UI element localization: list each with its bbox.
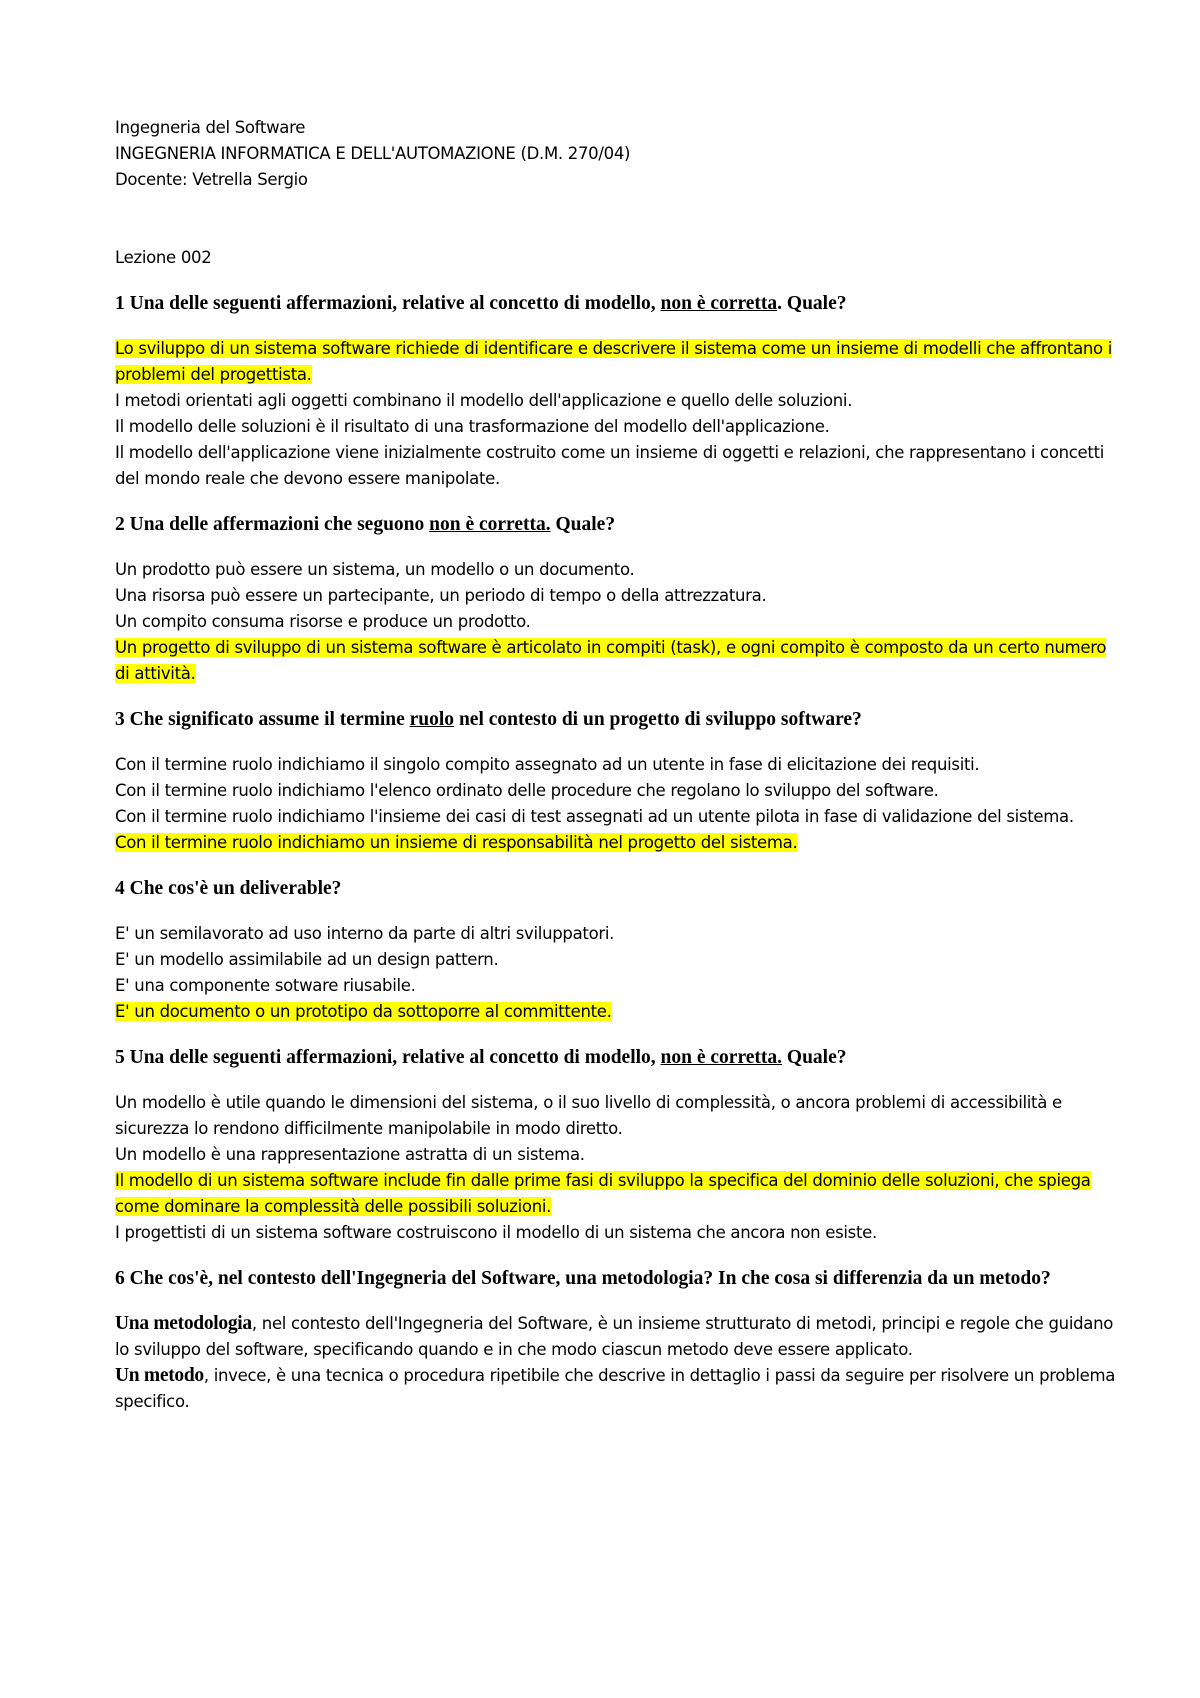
document-header	[115, 115, 1120, 193]
question-title-text: . Quale?	[777, 293, 847, 314]
answer-option	[115, 557, 1120, 583]
question-title-text: 4 Che cos'è un deliverable?	[115, 878, 342, 899]
answer-option	[115, 414, 1120, 440]
questions-list	[115, 291, 1120, 1415]
course-name: Ingegneria del Software	[115, 118, 306, 137]
question-block	[115, 1266, 1120, 1415]
answer-list	[115, 336, 1120, 492]
answer-list	[115, 1311, 1120, 1415]
spacer	[115, 1025, 1120, 1045]
question-title	[115, 1266, 1120, 1291]
answer-text: E' una componente sotware riusabile.	[115, 976, 416, 995]
answer-option	[115, 1142, 1120, 1168]
answer-text: Il modello di un sistema software include fin dalle prime fasi di sviluppo la specifica del dominio delle soluzioni, che spiega come dominare la complessità delle possibili soluzioni.	[115, 1171, 1091, 1216]
answer-list	[115, 1090, 1120, 1246]
answer-option	[115, 1090, 1120, 1142]
question-title-text: 2 Una delle affermazioni che seguono	[115, 514, 430, 535]
answer-list	[115, 557, 1120, 687]
question-block	[115, 707, 1120, 856]
answer-option	[115, 583, 1120, 609]
answer-option	[115, 752, 1120, 778]
question-block	[115, 512, 1120, 687]
question-title	[115, 1045, 1120, 1070]
answer-option	[115, 804, 1120, 830]
answer-option	[115, 947, 1120, 973]
question-title-underlined: non è corretta.	[429, 514, 551, 535]
spacer	[115, 687, 1120, 707]
question-title	[115, 291, 1120, 316]
answer-text: I metodi orientati agli oggetti combinano il modello dell'applicazione e quello delle soluzioni.	[115, 391, 853, 410]
open-answer-paragraph	[115, 1311, 1120, 1363]
answer-text: Il modello dell'applicazione viene inizialmente costruito come un insieme di oggetti e relazioni, che rappresentano i concetti del mondo reale che devono essere manipolate.	[115, 443, 1105, 488]
question-title-text: Quale?	[550, 514, 616, 535]
answer-option	[115, 778, 1120, 804]
teacher-name: Docente: Vetrella Sergio	[115, 170, 308, 189]
question-title-text: 5 Una delle seguenti affermazioni, relative al concetto di modello,	[115, 1047, 661, 1068]
answer-text: Con il termine ruolo indichiamo un insieme di responsabilità nel progetto del sistema.	[115, 833, 798, 852]
question-block	[115, 291, 1120, 492]
question-title	[115, 876, 1120, 901]
question-title-text: Quale?	[782, 1047, 847, 1068]
open-answer-term: Un metodo	[115, 1365, 204, 1386]
answer-text: E' un modello assimilabile ad un design pattern.	[115, 950, 499, 969]
answer-text: Una risorsa può essere un partecipante, un periodo di tempo o della attrezzatura.	[115, 586, 767, 605]
answer-option	[115, 609, 1120, 635]
question-title-underlined: ruolo	[409, 709, 455, 730]
answer-option	[115, 440, 1120, 492]
answer-text: I progettisti di un sistema software costruiscono il modello di un sistema che ancora non esiste.	[115, 1223, 877, 1242]
question-title-underlined: non è corretta	[660, 293, 778, 314]
question-title	[115, 512, 1120, 537]
open-answer-text: , invece, è una tecnica o procedura ripetibile che descrive in dettaglio i passi da seguire per risolvere un problema specifico.	[115, 1366, 1116, 1411]
answer-text: Il modello delle soluzioni è il risultato di una trasformazione del modello dell'applicazione.	[115, 417, 830, 436]
question-block	[115, 1045, 1120, 1246]
answer-text: Lo sviluppo di un sistema software richiede di identificare e descrivere il sistema come un insieme di modelli che affrontano i problemi del progettista.	[115, 339, 1113, 384]
correct-answer	[115, 1168, 1120, 1220]
answer-text: Con il termine ruolo indichiamo l'elenco ordinato delle procedure che regolano lo sviluppo del software.	[115, 781, 939, 800]
question-block	[115, 876, 1120, 1025]
open-answer-paragraph	[115, 1363, 1120, 1415]
spacer	[115, 492, 1120, 512]
question-title-text: 1 Una delle seguenti affermazioni, relative al concetto di modello,	[115, 293, 661, 314]
answer-text: E' un semilavorato ad uso interno da parte di altri sviluppatori.	[115, 924, 615, 943]
answer-text: Un compito consuma risorse e produce un prodotto.	[115, 612, 531, 631]
answer-option	[115, 921, 1120, 947]
correct-answer	[115, 336, 1120, 388]
degree-name: INGEGNERIA INFORMATICA E DELL'AUTOMAZIONE (D.M. 270/04)	[115, 144, 631, 163]
answer-text: Un modello è una rappresentazione astratta di un sistema.	[115, 1145, 585, 1164]
answer-text: Con il termine ruolo indichiamo il singolo compito assegnato ad un utente in fase di elicitazione dei requisiti.	[115, 755, 980, 774]
question-title	[115, 707, 1120, 732]
answer-option	[115, 388, 1120, 414]
answer-text: Con il termine ruolo indichiamo l'insieme dei casi di test assegnati ad un utente pilota in fase di validazione del sistema.	[115, 807, 1074, 826]
question-title-text: 3 Che significato assume il termine	[115, 709, 410, 730]
answer-list	[115, 752, 1120, 856]
question-title-text: nel contesto di un progetto di sviluppo software?	[454, 709, 862, 730]
answer-text: Un prodotto può essere un sistema, un modello o un documento.	[115, 560, 635, 579]
open-answer-text: , nel contesto dell'Ingegneria del Software, è un insieme strutturato di metodi, principi e regole che guidano lo sviluppo del software, specificando quando e in che modo ciascun metodo deve essere applicato.	[115, 1314, 1114, 1359]
open-answer-term: Una metodologia	[115, 1313, 252, 1334]
question-title-underlined: non è corretta.	[660, 1047, 783, 1068]
correct-answer	[115, 830, 1120, 856]
answer-text: Un progetto di sviluppo di un sistema software è articolato in compiti (task), e ogni compito è composto da un certo numero di attività.	[115, 638, 1107, 683]
correct-answer	[115, 635, 1120, 687]
question-title-text: 6 Che cos'è, nel contesto dell'Ingegneria del Software, una metodologia? In che cosa si differenzia da un metodo?	[115, 1268, 1051, 1289]
answer-text: Un modello è utile quando le dimensioni del sistema, o il suo livello di complessità, o ancora problemi di accessibilità e sicurezza lo rendono difficilmente manipolabile in modo diretto.	[115, 1093, 1062, 1138]
correct-answer	[115, 999, 1120, 1025]
spacer	[115, 1246, 1120, 1266]
answer-option	[115, 1220, 1120, 1246]
lesson-label: Lezione 002	[115, 248, 212, 267]
answer-list	[115, 921, 1120, 1025]
spacer	[115, 856, 1120, 876]
answer-text: E' un documento o un prototipo da sottoporre al committente.	[115, 1002, 612, 1021]
answer-option	[115, 973, 1120, 999]
